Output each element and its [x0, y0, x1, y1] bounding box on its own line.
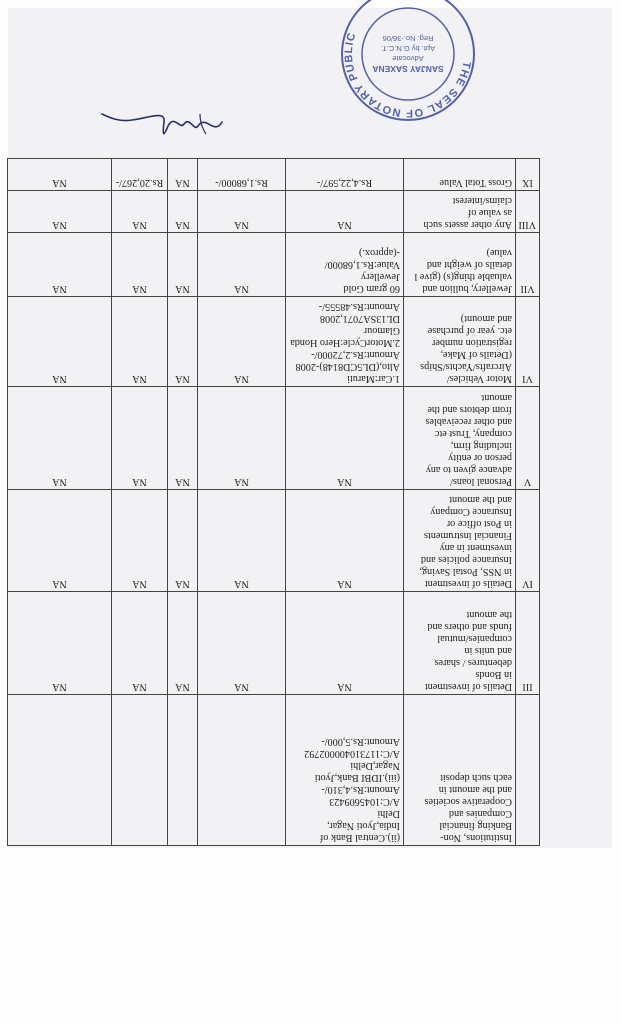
dependent-2-cell: NA: [112, 489, 168, 591]
dependent-3-cell: NA: [8, 159, 112, 191]
particular-cell: Details of investment in NSS, Postal Saving, Insurance policies and investment in any Financial instruments in Post office or Insurance Company and the amount: [404, 489, 516, 591]
dependent-1-cell: NA: [168, 489, 198, 591]
dependent-3-cell: NA: [8, 387, 112, 490]
particular-cell: Jewellery, bullion and valuable thing(s) (give l details of weight and value): [404, 232, 516, 297]
seal-name: SANJAY SAXENA: [372, 64, 444, 74]
seal-ring-text: THE SEAL OF NOTARY PUBLIC: [342, 30, 473, 120]
row-number: VI: [516, 297, 540, 387]
dependent-1-cell: NA: [168, 159, 198, 191]
spouse-cell: [198, 694, 286, 845]
seal-appointment: Apt. by G.N.C.T.: [380, 44, 436, 53]
spouse-cell: NA: [198, 232, 286, 297]
spouse-cell: NA: [198, 489, 286, 591]
signature: [98, 104, 228, 144]
dependent-3-cell: NA: [8, 232, 112, 297]
table-row: [8, 591, 540, 694]
spouse-cell: NA: [198, 191, 286, 232]
particular-cell: Gross Total Value: [404, 159, 516, 191]
particular-cell: Any other assets such as value of claims/interest: [404, 191, 516, 232]
table-row: [8, 489, 540, 591]
dependent-2-cell: NA: [112, 591, 168, 694]
self-cell: NA: [286, 387, 404, 490]
particular-cell: Details of investment in Bonds debentures / shares and units in companies/mutual funds and others and the amount: [404, 591, 516, 694]
dependent-2-cell: [112, 694, 168, 845]
self-cell: NA: [286, 591, 404, 694]
asset-table: [7, 158, 540, 846]
table-row: [8, 297, 540, 387]
self-cell: (ii).Central Bank of India,Jyoti Nagar, Delhi A/C:1045609423 Amount:Rs.4,310/- (iii).IDBI Bank,Jyoti Nagar,Delhi A/C:117310400002792 Amount:Rs.5,000/-: [286, 694, 404, 845]
row-number: VII: [516, 232, 540, 297]
dependent-3-cell: NA: [8, 297, 112, 387]
spouse-cell: NA: [198, 387, 286, 490]
row-number: III: [516, 591, 540, 694]
table-row: [8, 159, 540, 191]
dependent-1-cell: NA: [168, 387, 198, 490]
particular-cell: Personal loans/ advance given to any person or entity including firm, company, Trust etc and other receivables from debtors and the amount: [404, 387, 516, 490]
dependent-3-cell: [8, 694, 112, 845]
dependent-3-cell: NA: [8, 489, 112, 591]
self-cell: NA: [286, 489, 404, 591]
row-number: VIII: [516, 191, 540, 232]
table-row: [8, 232, 540, 297]
particular-cell: Motor Vehicles/ Aircrafts/Yachts/Ships (Details of Make, registration number etc. year of purchase and amount): [404, 297, 516, 387]
dependent-1-cell: NA: [168, 297, 198, 387]
dependent-1-cell: NA: [168, 591, 198, 694]
self-cell: NA: [286, 191, 404, 232]
dependent-2-cell: NA: [112, 297, 168, 387]
spouse-cell: Rs.1,68000/-: [198, 159, 286, 191]
dependent-1-cell: NA: [168, 191, 198, 232]
dependent-3-cell: NA: [8, 191, 112, 232]
dependent-2-cell: NA: [112, 232, 168, 297]
table-row: [8, 387, 540, 490]
spouse-cell: NA: [198, 297, 286, 387]
table-row: [8, 694, 540, 845]
spouse-cell: NA: [198, 591, 286, 694]
row-number: IV: [516, 489, 540, 591]
dependent-2-cell: Rs.20,267/-: [112, 159, 168, 191]
row-number: V: [516, 387, 540, 490]
self-cell: 1.Car:Maruti Alto,(DL5CD8148)-2008 Amount:Rs.2,72000/- 2.MotorCycle:Hero Honda Glamour DL13SA7071,2008 Amount:Rs.48555/-: [286, 297, 404, 387]
seal-role: Advocate: [392, 54, 424, 63]
seal-city: [393, 0, 423, 1]
notary-seal: [338, 0, 478, 124]
dependent-2-cell: NA: [112, 387, 168, 490]
signature-stroke: [200, 114, 206, 134]
row-number: [516, 694, 540, 845]
self-cell: Rs.4,22,597/-: [286, 159, 404, 191]
seal-registration: Reg. No.-36/06: [382, 34, 434, 43]
row-number: IX: [516, 159, 540, 191]
table-row: [8, 191, 540, 232]
dependent-2-cell: NA: [112, 191, 168, 232]
dependent-3-cell: NA: [8, 591, 112, 694]
self-cell: 60 gram Gold Jewellery Value:Rs.1,68000/ -(approx.): [286, 232, 404, 297]
dependent-1-cell: NA: [168, 232, 198, 297]
dependent-1-cell: [168, 694, 198, 845]
particular-cell: Institutions, Non- Banking financial Companies and Cooperative societies and the amount in each such deposit: [404, 694, 516, 845]
